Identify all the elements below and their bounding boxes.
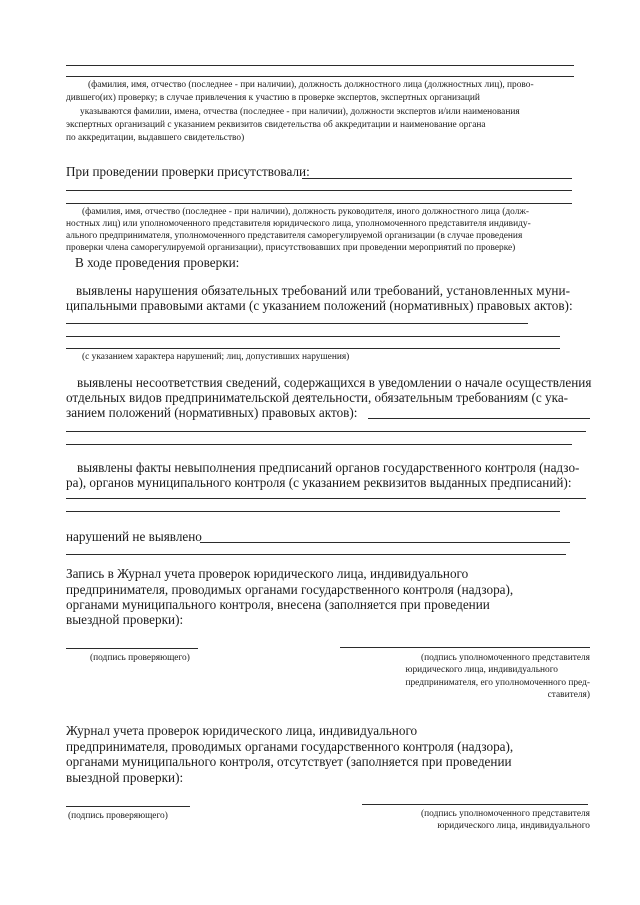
- journal-absent-line-3: органами муниципального контроля, отсутствует (заполняется при проведении: [66, 754, 512, 769]
- inspector-signature-caption-2: (подпись проверяющего): [68, 811, 168, 821]
- caption-line: ального предпринимателя, уполномоченного представителя саморегулируемой организации (в случае проведения: [66, 231, 523, 241]
- orders-fill-line-1[interactable]: [66, 498, 586, 499]
- caption-line: ностных лиц) или уполномоченного представителя юридического лица, уполномоченного представителя индивиду-: [66, 219, 531, 229]
- caption-line: предпринимателя, его уполномоченного пред-: [405, 677, 590, 688]
- discrepancies-fill-line-1[interactable]: [66, 431, 586, 432]
- journal-entry-line-2: предпринимателя, проводимых органами государственного контроля (надзора),: [66, 582, 514, 597]
- present-fill-line-1[interactable]: [302, 178, 572, 179]
- violations-line-2: ципальными правовыми актами (с указанием положений (нормативных) правовых актов):: [66, 298, 573, 313]
- caption-line: (подпись уполномоченного представителя: [421, 809, 590, 819]
- caption-line: ставителя): [547, 689, 590, 700]
- journal-absent-line-4: выездной проверки):: [66, 770, 184, 785]
- inspector-signature-line-1[interactable]: [66, 648, 198, 649]
- caption-line: (подпись уполномоченного представителя: [421, 653, 590, 663]
- orders-line-1: выявлены факты невыполнения предписаний органов государственного контроля (надзо-: [77, 460, 580, 475]
- representative-caption-2: [360, 808, 590, 833]
- representative-signature-line-1[interactable]: [340, 647, 590, 648]
- discrepancies-line-2: отдельных видов предпринимательской деятельности, обязательным требованиям (с ука-: [66, 390, 569, 405]
- during-label: В ходе проведения проверки:: [75, 255, 240, 270]
- orders-fill-line-2[interactable]: [66, 511, 560, 512]
- journal-entry-line-3: органами муниципального контроля, внесена (заполняется при проведении: [66, 597, 490, 612]
- none-label: нарушений не выявлено: [66, 529, 202, 544]
- inspector-signature-caption-1: (подпись проверяющего): [90, 653, 190, 663]
- journal-absent-line-1: Журнал учета проверок юридического лица, индивидуального: [66, 723, 418, 738]
- caption-line: юридического лица, индивидуального: [437, 821, 590, 832]
- caption-line: (фамилия, имя, отчество (последнее - при наличии), должность должностного лица (должностных лиц), прово-: [88, 80, 534, 90]
- violations-line-1: выявлены нарушения обязательных требований или требований, установленных муни-: [76, 283, 571, 298]
- caption-line: экспертных организаций с указанием реквизитов свидетельства об аккредитации и наименование органа: [66, 120, 486, 130]
- violations-fill-line-1[interactable]: [66, 323, 528, 324]
- caption-line: (фамилия, имя, отчество (последнее - при наличии), должность руководителя, иного должностного лица (долж-: [82, 207, 529, 217]
- present-fill-line-2[interactable]: [66, 190, 572, 191]
- experts-fill-line-1[interactable]: [66, 65, 574, 66]
- caption-line: проверки члена саморегулируемой организации), присутствовавших при проведении мероприятий по проверке): [66, 243, 516, 253]
- violations-fill-line-3[interactable]: [66, 348, 560, 349]
- violations-caption: (с указанием характера нарушений; лиц, допустивших нарушения): [82, 352, 350, 362]
- violations-fill-line-2[interactable]: [66, 336, 560, 337]
- none-fill-line-2[interactable]: [66, 554, 566, 555]
- journal-absent-line-2: предпринимателя, проводимых органами государственного контроля (надзора),: [66, 739, 514, 754]
- discrepancies-fill-line-2[interactable]: [66, 444, 572, 445]
- inspector-signature-line-2[interactable]: [66, 806, 190, 807]
- caption-line: юридического лица, индивидуального: [405, 665, 558, 676]
- representative-caption-1: [360, 652, 590, 701]
- discrepancies-line-3: занием положений (нормативных) правовых актов):: [66, 405, 358, 420]
- experts-fill-line-2[interactable]: [66, 76, 574, 77]
- journal-entry-line-4: выездной проверки):: [66, 612, 184, 627]
- discrepancies-fill-line-0[interactable]: [368, 418, 590, 419]
- caption-line: указываются фамилии, имена, отчества (последнее - при наличии), должности экспертов и/или наименования: [80, 107, 520, 117]
- representative-signature-line-2[interactable]: [362, 804, 588, 805]
- orders-line-2: ра), органов муниципального контроля (с указанием реквизитов выданных предписаний):: [66, 475, 572, 490]
- caption-line: дившего(их) проверку; в случае привлечения к участию в проверке экспертов, экспертных организаций: [66, 93, 480, 103]
- discrepancies-line-1: выявлены несоответствия сведений, содержащихся в уведомлении о начале осуществления: [77, 375, 592, 390]
- none-fill-line-1[interactable]: [200, 542, 570, 543]
- present-fill-line-3[interactable]: [66, 203, 572, 204]
- journal-entry-line-1: Запись в Журнал учета проверок юридического лица, индивидуального: [66, 566, 469, 581]
- caption-line: по аккредитации, выдавшего свидетельство): [66, 133, 245, 143]
- present-label: При проведении проверки присутствовали:: [66, 164, 310, 179]
